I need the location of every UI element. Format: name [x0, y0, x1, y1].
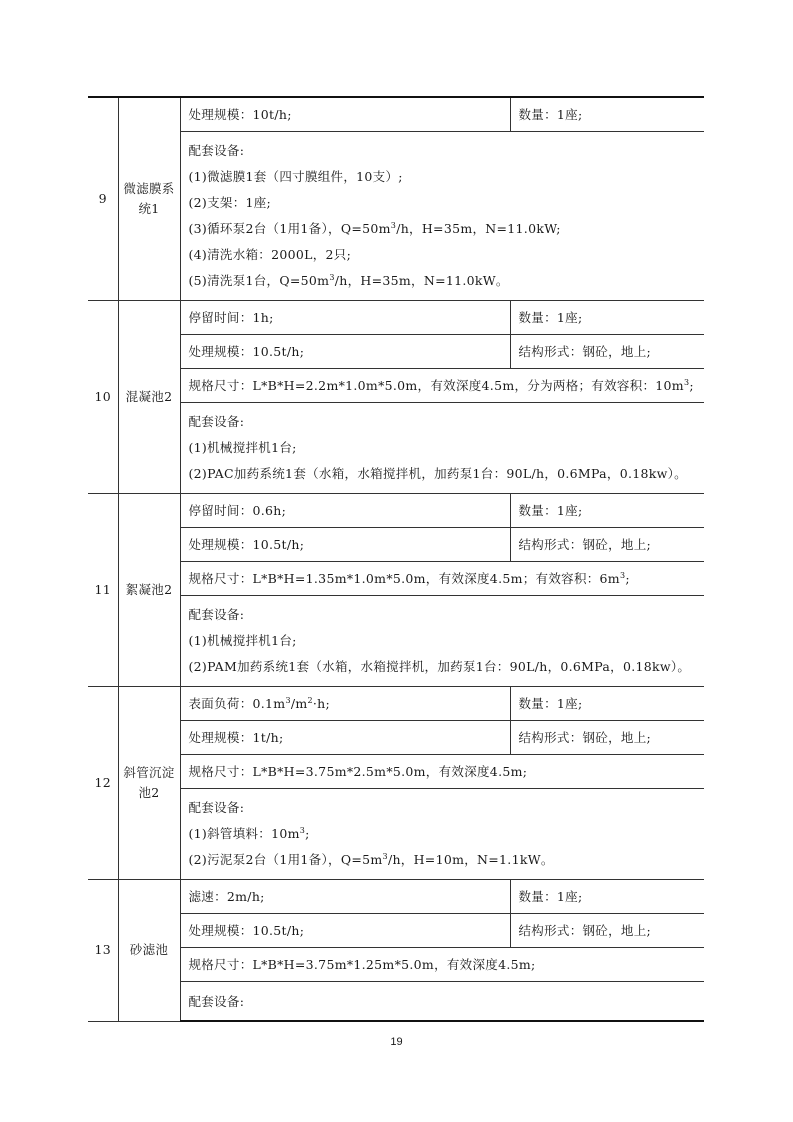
table-row	[88, 334, 704, 368]
table-row	[88, 754, 704, 788]
table-row	[88, 402, 704, 493]
table-row	[88, 561, 704, 595]
equipment-title: 配套设备:	[188, 142, 245, 158]
equipment-title: 配套设备:	[188, 413, 245, 429]
processing-scale: 处理规模：10t/h;	[180, 97, 510, 131]
table-row	[88, 493, 704, 527]
item-number: 9	[88, 97, 118, 300]
structure-type: 结构形式：钢砼，地上;	[510, 527, 704, 561]
equipment-list	[180, 402, 704, 493]
table-row	[88, 686, 704, 720]
equipment-list	[180, 788, 704, 879]
dimensions: 规格尺寸：L*B*H=3.75m*1.25m*5.0m，有效深度4.5m;	[180, 947, 704, 981]
filtration-speed: 滤速：2m/h;	[180, 879, 510, 913]
structure-type: 结构形式：钢砼，地上;	[510, 334, 704, 368]
equipment-item: (2)支架：1座;	[188, 194, 272, 210]
item-name: 混凝池2	[118, 300, 180, 493]
quantity: 数量：1座;	[510, 879, 704, 913]
item-number: 11	[88, 493, 118, 686]
equipment-item: (2)污泥泵2台（1用1备），$Q=5m^3/h$，H=10m，N=1.1kW。	[188, 851, 554, 867]
retention-time: 停留时间：0.6h;	[180, 493, 510, 527]
equipment-item: (2)PAC加药系统1套（水箱，水箱搅拌机，加药泵1台：90L/h，0.6MPa，0.18kw）。	[188, 465, 687, 481]
equipment-title: 配套设备:	[180, 981, 704, 1021]
equipment-item: (3)循环泵2台（1用1备），$Q=50m^3/h$，H=35m，N=11.0kW;	[188, 220, 561, 236]
equipment-spec-table	[88, 96, 704, 1022]
processing-scale: 处理规模：1t/h;	[180, 720, 510, 754]
table-row	[88, 720, 704, 754]
equipment-item: (1)微滤膜1套（四寸膜组件，10支）;	[188, 168, 403, 184]
quantity: 数量：1座;	[510, 493, 704, 527]
equipment-list	[180, 131, 704, 300]
equipment-item: (1)机械搅拌机1台;	[188, 632, 297, 648]
processing-scale: 处理规模：10.5t/h;	[180, 527, 510, 561]
equipment-item: (2)PAM加药系统1套（水箱，水箱搅拌机，加药泵1台：90L/h，0.6MPa，0.18kw）。	[188, 658, 691, 674]
equipment-item: (4)清洗水箱：2000L，2只;	[188, 246, 352, 262]
equipment-list	[180, 595, 704, 686]
equipment-item: (1)机械搅拌机1台;	[188, 439, 297, 455]
structure-type: 结构形式：钢砼，地上;	[510, 913, 704, 947]
table-row	[88, 879, 704, 913]
quantity: 数量：1座;	[510, 686, 704, 720]
equipment-item: (5)清洗泵1台，$Q=50m^3/h$，H=35m，N=11.0kW。	[188, 272, 509, 288]
structure-type: 结构形式：钢砼，地上;	[510, 720, 704, 754]
item-number: 13	[88, 879, 118, 1021]
table-row	[88, 131, 704, 300]
quantity: 数量：1座;	[510, 300, 704, 334]
table-row	[88, 913, 704, 947]
table-row	[88, 368, 704, 402]
item-name: 微滤膜系统1	[118, 97, 180, 300]
table-row	[88, 595, 704, 686]
table-row	[88, 300, 704, 334]
retention-time: 停留时间：1h;	[180, 300, 510, 334]
equipment-title: 配套设备:	[188, 799, 245, 815]
table-row	[88, 97, 704, 131]
processing-scale: 处理规模：10.5t/h;	[180, 334, 510, 368]
table-row	[88, 947, 704, 981]
item-number: 10	[88, 300, 118, 493]
dimensions: 规格尺寸：L*B*H=1.35m*1.0m*5.0m，有效深度4.5m；有效容积：$6m^3$;	[180, 561, 704, 595]
equipment-title: 配套设备:	[188, 606, 245, 622]
quantity: 数量：1座;	[510, 97, 704, 131]
surface-load: 表面负荷：$0.1m^3/m^2\cdot h$;	[180, 686, 510, 720]
equipment-item: (1)斜管填料：$10m^3$;	[188, 825, 310, 841]
item-name: 砂滤池	[118, 879, 180, 1021]
table-row	[88, 527, 704, 561]
table-row	[88, 981, 704, 1021]
page-number: 19	[390, 1036, 403, 1048]
dimensions: 规格尺寸：L*B*H=2.2m*1.0m*5.0m，有效深度4.5m，分为两格；有效容积：$10m^3$;	[180, 368, 704, 402]
dimensions: 规格尺寸：L*B*H=3.75m*2.5m*5.0m，有效深度4.5m;	[180, 754, 704, 788]
item-number: 12	[88, 686, 118, 879]
processing-scale: 处理规模：10.5t/h;	[180, 913, 510, 947]
item-name: 絮凝池2	[118, 493, 180, 686]
item-name: 斜管沉淀池2	[118, 686, 180, 879]
table-row	[88, 788, 704, 879]
